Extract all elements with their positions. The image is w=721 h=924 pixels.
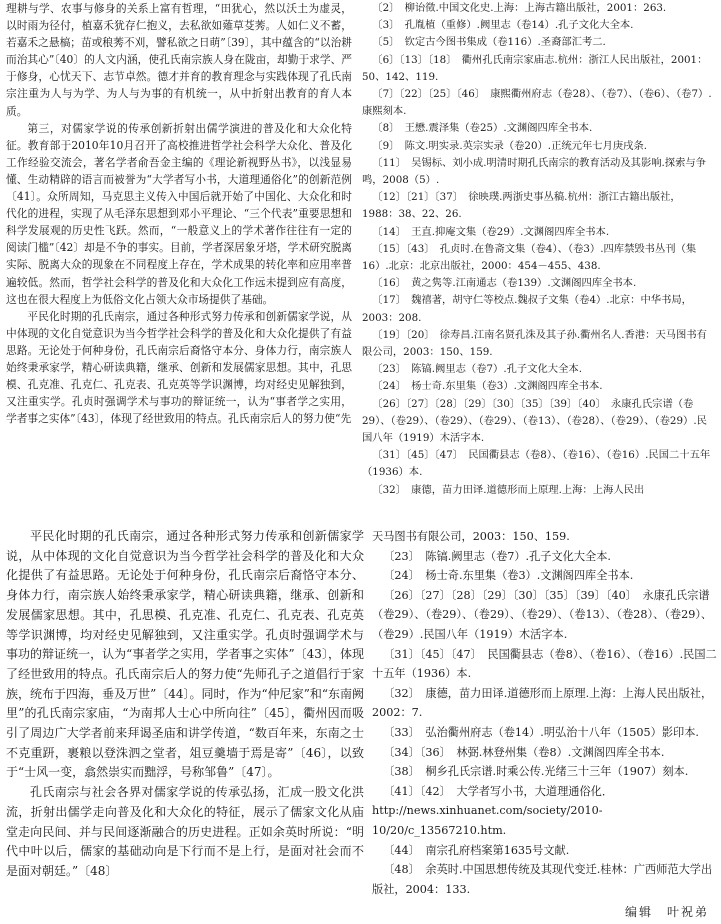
top-left-column — [6, 0, 352, 520]
reference-item: 〔19〕〔20〕 徐寿昌.江南名贤孔洙及其子孙.衢州名人.香港：天马图书有限公司，2003：150、159. — [362, 328, 707, 359]
reference-item: 〔7〕〔22〕〔25〕〔46〕 康熙衢州府志（卷28）、（卷7）、（卷6）、（卷7）.康熙刻本. — [362, 88, 712, 118]
reference-item: 〔3〕 孔胤植（重修）.阙里志（卷14）.孔子文化大全本. — [372, 19, 634, 32]
reference-item: 〔5〕 钦定古今图书集成（卷116）.圣裔部汇考二. — [372, 36, 606, 49]
reference-item: 〔23〕 陈镐.阙里志（卷7）.孔子文化大全本. — [372, 363, 582, 376]
reference-item: 〔48〕 余英时.中国思想传统及其现代变迁.桂林：广西师范大学出版社，2004：133. — [372, 863, 713, 896]
reference-item: 〔41〕〔42〕 大学者写小书，大道理通俗化．http://news.xinhuanet.com/society/2010-10/20/c_13567210.htm. — [372, 784, 614, 837]
reference-item: 〔32〕 康德，苗力田译.道德形而上原理.上海：上海人民出版社，2002：7. — [372, 686, 713, 720]
reference-item: 〔8〕 王懋.震泽集（卷25）.文渊阁四库全书本. — [372, 122, 593, 135]
reference-item: 〔44〕 南宗孔府档案第1635号文献. — [383, 843, 570, 857]
editor-credit: 编辑 叶祝弟 — [624, 905, 709, 919]
reference-item: 〔15〕〔43〕 孔贞时.在鲁斋文集（卷4）、（卷3）.四库禁毁书丛刊（集16）.北京：北京出版社，2000：454－455、438. — [362, 242, 697, 273]
reference-item: 〔31〕〔45〕〔47〕 民国衢县志（卷8）、（卷16）、（卷16）.民国二十五年（1936）本. — [362, 449, 711, 479]
reference-item: 〔26〕〔27〕〔28〕〔29〕〔30〕〔35〕〔39〕〔40〕 永康孔氏宗谱（卷29）、（卷29）、（卷29）、（卷29）、（卷13）、（卷28）、（卷29）、（卷29）.民国八年（1919）木活字本. — [362, 397, 707, 445]
reference-item: 〔23〕 陈镐.阙里志（卷7）.孔子文化大全本. — [383, 549, 611, 563]
reference-item: 〔2〕 柳诒徵.中国文化史.上海：上海古籍出版社，2001：263. — [372, 2, 667, 14]
reference-item: 〔34〕〔36〕 林弼.林登州集（卷8）.文渊阁四库全书本. — [383, 745, 665, 759]
body-paragraph: 平民化时期的孔氏南宗，通过各种形式努力传承和创新儒家学说，从中体现的文化自觉意识为当今哲学社会科学的普及化和大众化提供了有益思路。无论处于何种身份，孔氏南宗后裔恪守本分、身体力行，南宗族人始终秉承家学，精心研读典籍，继承、创新和发展儒家思想。其中，孔思模、孔克准、孔克仁、孔克表、孔克英等学识渊博，均对经史见解独到，又注重实学。孔贞时强调学术与事功的辩证统一，认为“事者学之实用，学者事之实体”〔43〕，体现了经世致用的特点。孔氏南宗后人的努力使“先 — [6, 309, 352, 426]
reference-item: 〔17〕 魏禧著，胡守仁等校点.魏叔子文集（卷4）.北京：中华书局，2003：208. — [362, 294, 692, 324]
reference-item: 〔9〕 陈文.明实录.英宗实录（卷20）.正统元年七月庚戌条. — [372, 139, 648, 152]
reference-item: 〔16〕 黄之隽等.江南通志（卷139）.文渊阁四库全书本. — [372, 277, 637, 290]
body-paragraph: 第三，对儒家学说的传承创新折射出儒学演进的普及化和大众化特征。教育部于2010年10月召开了高校推进哲学社会科学大众化、普及化工作经验交流会，著名学者俞吾金主编的《理论新视野丛书》，以浅显易懂、生动精辟的语言而被誉为“大学者写小书，大道理通俗化”的创新范例〔41〕。众所周知，马克思主义传入中国后就开始了中国化、大众化和时代化的进程，实现了从毛泽东思想到邓小平理论、“三个代表”重要思想和科学发展观的历史性飞跃。然而，“一般意义上的学术著作往往有一定的阅读门槛”〔42〕却是不争的事实。目前，学者深居象牙塔，学术研究脱离实际、脱离大众的现象在不同程度上存在，学术成果的转化率和应用率普遍较低。然而，哲学社会科学的普及化和大众化工作远未提到应有高度，这也在很大程度上为低俗文化占领大众市场提供了基础。 — [6, 121, 352, 306]
top-right-references — [362, 0, 714, 520]
reference-item: 〔33〕 弘治衢州府志（卷14）.明弘治十八年（1505）影印本. — [383, 725, 699, 739]
reference-item: 〔12〕〔21〕〔37〕 徐映璞.两浙史事丛稿.杭州：浙江古籍出版社，1988：38、22、26. — [362, 191, 681, 221]
reference-item: 〔14〕 王直.抑庵文集（卷29）.文渊阁四库全书本. — [372, 225, 610, 238]
body-paragraph: 平民化时期的孔氏南宗，通过各种形式努力传承和创新儒家学说，从中体现的文化自觉意识为当今哲学社会科学的普及化和大众化提供了有益思路。无论处于何种身份，孔氏南宗后裔恪守本分、身体力行，南宗族人始终秉承家学，精心研读典籍，继承、创新和发展儒家思想。其中，孔思模、孔克准、孔克仁、孔克表、孔克英等学识渊博，均对经史见解独到，又注重实学。孔贞时强调学术与事功的辩证统一，认为“事者学之实用，学者事之实体”〔43〕，体现了经世致用的特点。孔氏南宗后人的努力使“先师孔子之道倡行于家族，统布于四海，垂及万世”〔44〕。同时，作为“仲尼家”和“东南阙里”的孔氏南宗家庙，“为南邦人士心中所向往”〔45〕，衢州因而吸引了周边广大学者前来拜谒圣庙和讲学传道，“数百年来，东南之士不克重趼，裹粮以登洙泗之堂者，俎豆羹墙于焉是寄”〔46〕，以致于“士风一变，翕然崇实而黜浮，号称邹鲁”〔47〕。 — [6, 529, 364, 780]
body-paragraph: 孔氏南宗与社会各界对儒家学说的传承弘扬，汇成一股文化洪流，折射出儒学走向普及化和大众化的特征，展示了儒家文化从庙堂走向民间、并与民间逐渐融合的历史进程。正如余英时所说：“明代中叶以后，儒家的基础动向是下行而不是上行，是面对社会而不是面对朝廷。”〔48〕 — [6, 785, 364, 878]
reference-item: 〔6〕〔13〕〔18〕 衢州孔氏南宗家庙志.杭州：浙江人民出版社，2001：50、142、119. — [362, 53, 708, 83]
reference-item: 〔24〕 杨士奇.东里集（卷3）.文渊阁四库全书本. — [372, 380, 603, 393]
reference-item: 天马图书有限公司，2003：150、159. — [372, 530, 570, 543]
reference-item: 〔31〕〔45〕〔47〕 民国衢县志（卷8）、（卷16）、（卷16）.民国二十五年（1936）本. — [372, 647, 717, 681]
bottom-right-references — [372, 527, 717, 924]
reference-item: 〔11〕 吴锡标、刘小成.明清时期孔氏南宗的教育活动及其影响.探索与争鸣，2008（5）. — [362, 156, 706, 187]
reference-item: 〔24〕 杨士奇.东里集（卷3）.文渊阁四库全书本. — [383, 569, 634, 583]
reference-item: 〔32〕 康德，苗力田译.道德形而上原理.上海：上海人民出 — [372, 483, 645, 496]
reference-item: 〔38〕 桐乡孔氏宗谱.时乘公传.光绪三十三年（1907）刻本. — [383, 765, 689, 779]
body-paragraph: 理耕与学、农事与修身的关系上富有哲理，“田犹心，然以沃土为虚灵，以时雨为径付，植嘉禾犹存仁抱义，去私欲如薙草芟莠。人如仁义不蓄，若嘉禾之悬槁；苗或稂莠不刈，譬私欲之日萌”〔39〕，其中蕴含的“以治耕而治其心”〔40〕的人文内涵，使孔氏南宗族人身在陇亩，却勤于求学、严于修身，心忧天下、志节卓然。德才并育的教育理念与实践体现了孔氏南宗注重为人与为学、为人与为事的有机统一，从中折射出教育的育人本质。 — [6, 2, 352, 118]
reference-item: 〔26〕〔27〕〔28〕〔29〕〔30〕〔35〕〔39〕〔40〕 永康孔氏宗谱（卷29）、（卷29）、（卷29）、（卷29）、（卷13）、（卷28）、（卷29）、（卷29）.民国八年（1919）木活字本. — [372, 588, 713, 641]
bottom-left-column — [6, 527, 364, 924]
